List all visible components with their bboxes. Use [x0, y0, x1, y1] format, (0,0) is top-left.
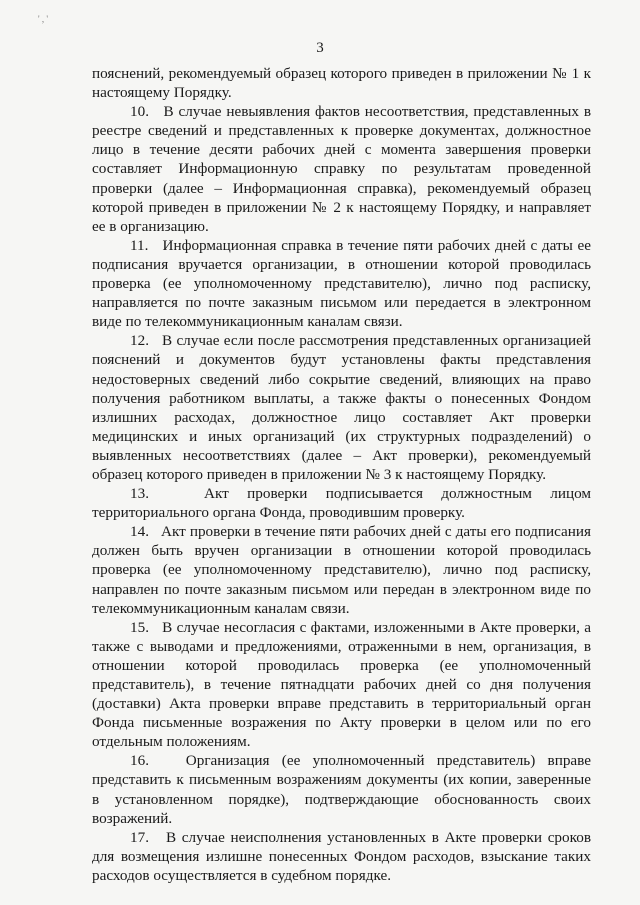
paragraph-16: 16. Организация (ее уполномоченный представитель) вправе представить к письменным возражениям документы (их копии, заверенные в установленном порядке), подтверждающие обоснованность своих возражений.: [92, 752, 591, 827]
paragraph-11: 11. Информационная справка в течение пяти рабочих дней с даты ее подписания вручается организации, в отношении которой проводилась проверка (ее уполномоченному представителю), лично под расписку, направляется по почте заказным письмом или передается в электронном виде по телекоммуникационным каналам связи.: [92, 236, 591, 331]
paragraph-15: 15. В случае несогласия с фактами, изложенными в Акте проверки, а также с выводами и предложениями, отраженными в нем, организация, в отношении которой проводилась проверка (ее уполномоченный представитель), в течение пятнадцати рабочих дней со дня получения (доставки) Акта проверки вправе представить в территориальный орган Фонда письменные возражения по Акту проверки в целом или по его отдельным положениям.: [92, 618, 591, 751]
paragraph-continuation: пояснений, рекомендуемый образец которого приведен в приложении № 1 к настоящему Порядку.: [92, 65, 591, 102]
paragraph-17: 17. В случае неисполнения установленных в Акте проверки сроков для возмещения излишне понесенных Фондом расходов, взыскание таких расходов осуществляется в судебном порядке.: [92, 828, 591, 884]
scan-marks: ' , ': [38, 14, 48, 24]
paragraph-13: 13. Акт проверки подписывается должностным лицом территориального органа Фонда, проводившим проверку.: [92, 485, 591, 522]
paragraph-12: 12. В случае если после рассмотрения представленных организацией пояснений и документов будут установлены факты представления недостоверных сведений либо сокрытие сведений, влияющих на право получения работником выплаты, а также факты о понесенных Фондом излишних расходах, должностное лицо составляет Акт проверки медицинских и иных организаций (их структурных подразделений) о выявленных несоответствиях (далее – Акт проверки), рекомендуемый образец которого приведен в приложении № 3 к настоящему Порядку.: [92, 332, 591, 483]
paragraph-14: 14. Акт проверки в течение пяти рабочих дней с даты его подписания должен быть вручен организации в отношении которой проводилась проверка (ее уполномоченному представителю), лично под расписку, направлен по почте заказным письмом или передан в электронном виде по телекоммуникационным каналам связи.: [92, 523, 591, 617]
document-body: [92, 64, 591, 885]
paragraph-10: 10. В случае невыявления фактов несоответствия, представленных в реестре сведений и представленных к проверке документах, должностное лицо в течение десяти рабочих дней с момента завершения проверки составляет Информационную справку по результатам проведенной проверки (далее – Информационная справка), рекомендуемый образец которой приведен в приложении № 2 к настоящему Порядку, и направляет ее в организацию.: [92, 103, 591, 235]
page-number: 3: [316, 40, 324, 56]
